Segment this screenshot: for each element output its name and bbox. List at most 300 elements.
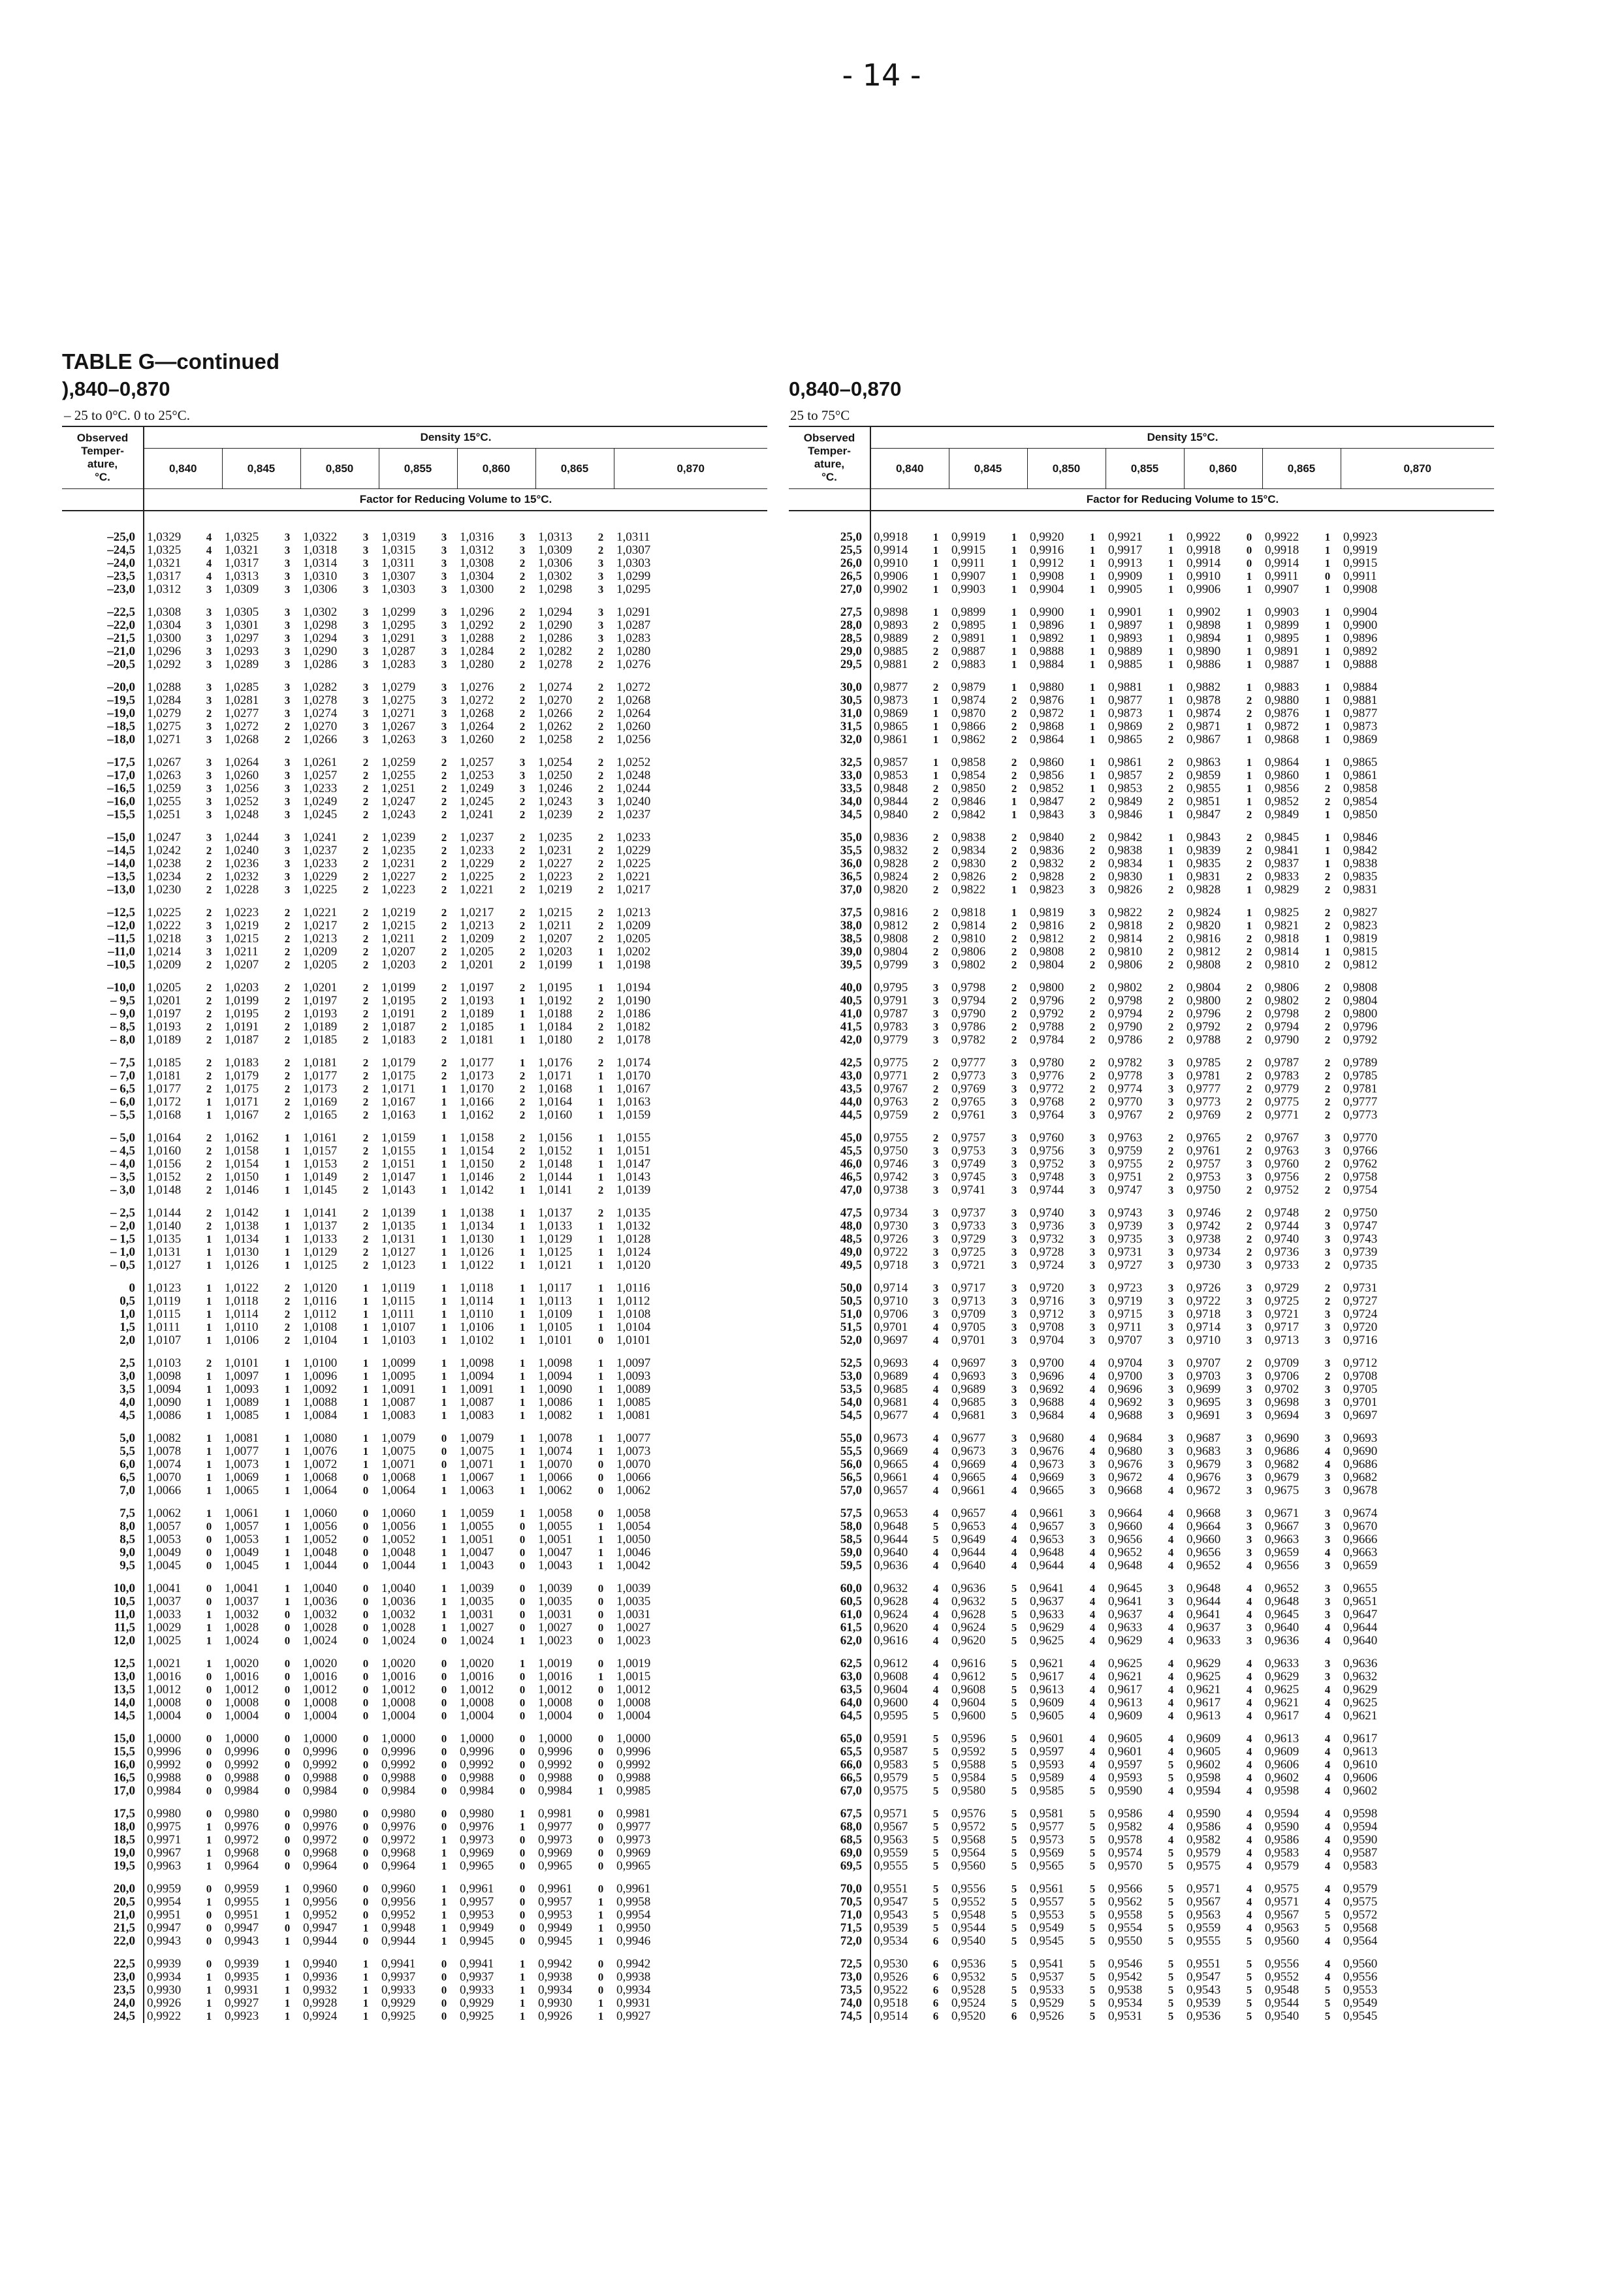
factor-value-cell: 1,0235 xyxy=(538,831,573,844)
difference-cell: 3 xyxy=(1089,1132,1096,1144)
difference-cell: 1 xyxy=(1324,733,1331,746)
difference-cell: 1 xyxy=(1246,658,1252,671)
factor-value-cell: 0,9898 xyxy=(874,605,908,619)
factor-value-cell: 1,0173 xyxy=(460,1069,494,1083)
factor-value-cell: 0,9555 xyxy=(874,1859,908,1873)
difference-cell: 3 xyxy=(362,570,369,582)
difference-cell: 2 xyxy=(1168,981,1174,994)
factor-value-cell: 0,9930 xyxy=(538,1996,573,2010)
factor-value-cell: 0,9653 xyxy=(1030,1533,1064,1546)
factor-value-cell: 0,9709 xyxy=(1265,1356,1299,1370)
difference-cell: 1 xyxy=(362,1370,369,1382)
factor-value-cell: 1,0197 xyxy=(303,994,338,1008)
factor-value-cell: 0,9637 xyxy=(1108,1608,1143,1621)
factor-value-cell: 1,0100 xyxy=(303,1356,338,1370)
table-row xyxy=(62,1295,767,1308)
table-row xyxy=(789,1834,1494,1847)
difference-cell: 2 xyxy=(932,857,939,870)
temperature-cell: 63,0 xyxy=(789,1670,870,1683)
difference-cell: 2 xyxy=(362,1083,369,1095)
table-row xyxy=(62,632,767,645)
factor-value-cell: 0,9808 xyxy=(874,932,908,946)
factor-value-cell: 1,0281 xyxy=(225,693,259,707)
difference-cell: 1 xyxy=(519,1396,526,1409)
factor-value-cell: 0,9696 xyxy=(1030,1369,1064,1383)
factor-value-cell: 1,0256 xyxy=(225,782,259,795)
factor-value-cell: 0,9753 xyxy=(951,1144,986,1158)
factor-value-cell: 0,9624 xyxy=(874,1608,908,1621)
temperature-cell: 49,0 xyxy=(789,1246,870,1259)
difference-cell: 0 xyxy=(362,1785,369,1797)
factor-value-cell: 0,9661 xyxy=(1030,1506,1064,1520)
factor-value-cell: 1,0068 xyxy=(303,1471,338,1484)
factor-value-cell: 1,0012 xyxy=(303,1683,338,1697)
difference-cell: 2 xyxy=(206,884,212,896)
temperature-cell: 10,0 xyxy=(62,1572,144,1595)
difference-cell: 3 xyxy=(1089,884,1096,896)
factor-value-cell: 1,0135 xyxy=(616,1206,651,1220)
temperature-cell: 31,5 xyxy=(789,720,870,733)
difference-cell: 5 xyxy=(1089,1821,1096,1833)
factor-value-cell: 0,9956 xyxy=(303,1895,338,1909)
factor-value-cell: 0,9889 xyxy=(1108,645,1143,658)
difference-cell: 1 xyxy=(206,1471,212,1484)
factor-value-cell: 0,9877 xyxy=(1108,693,1143,707)
factor-value-cell: 0,9729 xyxy=(1265,1281,1299,1295)
difference-cell: 4 xyxy=(1324,1759,1331,1771)
difference-cell: 0 xyxy=(597,1458,604,1471)
difference-cell: 2 xyxy=(1246,981,1252,994)
factor-value-cell: 0,9736 xyxy=(1265,1245,1299,1259)
difference-cell: 2 xyxy=(284,995,291,1007)
difference-cell: 0 xyxy=(362,1507,369,1520)
factor-value-cell: 1,0313 xyxy=(225,569,259,583)
difference-cell: 1 xyxy=(932,544,939,556)
difference-cell: 1 xyxy=(519,1184,526,1196)
table-row xyxy=(789,870,1494,884)
difference-cell: 4 xyxy=(1324,1697,1331,1709)
difference-cell: 5 xyxy=(1011,1670,1017,1683)
difference-cell: 2 xyxy=(1246,1057,1252,1069)
difference-cell: 4 xyxy=(1011,1546,1017,1559)
difference-cell: 1 xyxy=(1089,619,1096,631)
difference-cell: 2 xyxy=(1011,870,1017,883)
factor-value-cell: 0,9575 xyxy=(874,1784,908,1798)
difference-cell: 3 xyxy=(1089,1207,1096,1219)
difference-cell: 2 xyxy=(441,995,447,1007)
factor-value-cell: 0,9760 xyxy=(1265,1157,1299,1171)
difference-cell: 3 xyxy=(597,583,604,596)
difference-cell: 2 xyxy=(519,795,526,808)
difference-cell: 3 xyxy=(1246,1259,1252,1271)
factor-value-cell: 0,9878 xyxy=(1186,693,1221,707)
factor-value-cell: 0,9843 xyxy=(1186,831,1221,844)
factor-value-cell: 0,9636 xyxy=(1343,1657,1378,1670)
table-row xyxy=(789,1396,1494,1409)
factor-value-cell: 0,9652 xyxy=(1265,1582,1299,1595)
factor-value-cell: 0,9996 xyxy=(147,1745,182,1759)
factor-value-cell: 0,9812 xyxy=(1343,958,1378,972)
difference-cell: 1 xyxy=(1324,932,1331,945)
difference-cell: 2 xyxy=(284,720,291,733)
factor-value-cell: 0,9572 xyxy=(951,1820,986,1834)
difference-cell: 1 xyxy=(441,1321,447,1333)
difference-cell: 2 xyxy=(519,720,526,733)
factor-value-cell: 1,0272 xyxy=(460,693,494,707)
factor-value-cell: 1,0154 xyxy=(225,1157,259,1171)
factor-value-cell: 1,0021 xyxy=(147,1657,182,1670)
difference-cell: 2 xyxy=(284,1057,291,1069)
factor-value-cell: 0,9644 xyxy=(1186,1595,1221,1608)
temperature-cell: –14,5 xyxy=(62,844,144,857)
difference-cell: 2 xyxy=(597,1057,604,1069)
factor-value-cell: 1,0290 xyxy=(303,645,338,658)
difference-cell: 2 xyxy=(597,733,604,746)
difference-cell: 0 xyxy=(284,1808,291,1820)
factor-value-cell: 0,9762 xyxy=(1343,1157,1378,1171)
difference-cell: 3 xyxy=(1246,1484,1252,1497)
table-row xyxy=(789,1559,1494,1572)
difference-cell: 1 xyxy=(597,1546,604,1559)
factor-value-cell: 1,0195 xyxy=(538,981,573,995)
difference-cell: 3 xyxy=(1324,1520,1331,1533)
factor-value-cell: 0,9847 xyxy=(1030,795,1064,808)
factor-value-cell: 1,0266 xyxy=(303,733,338,746)
temperature-cell: 33,0 xyxy=(789,769,870,782)
temperature-cell: 52,5 xyxy=(789,1347,870,1370)
difference-cell: 3 xyxy=(284,645,291,658)
temperature-cell: 46,5 xyxy=(789,1171,870,1184)
temperature-cell: 3,0 xyxy=(62,1370,144,1383)
factor-value-cell: 0,9935 xyxy=(225,1970,259,1984)
difference-cell: 2 xyxy=(519,946,526,958)
factor-value-cell: 0,9636 xyxy=(951,1582,986,1595)
difference-cell: 0 xyxy=(362,1520,369,1533)
factor-value-cell: 0,9858 xyxy=(1343,782,1378,795)
temperature-cell: 61,0 xyxy=(789,1608,870,1621)
factor-value-cell: 0,9756 xyxy=(1265,1170,1299,1184)
factor-value-cell: 1,0143 xyxy=(381,1183,416,1197)
factor-value-cell: 1,0097 xyxy=(616,1356,651,1370)
factor-value-cell: 0,9532 xyxy=(951,1970,986,1984)
difference-cell: 2 xyxy=(1324,782,1331,795)
difference-cell: 0 xyxy=(519,1559,526,1572)
difference-cell: 3 xyxy=(1246,1409,1252,1422)
difference-cell: 2 xyxy=(362,1233,369,1245)
factor-value-cell: 0,9678 xyxy=(1343,1484,1378,1497)
difference-cell: 2 xyxy=(932,795,939,808)
difference-cell: 3 xyxy=(1324,1507,1331,1520)
difference-cell: 2 xyxy=(206,1132,212,1144)
difference-cell: 1 xyxy=(206,1657,212,1670)
factor-value-cell: 1,0035 xyxy=(460,1595,494,1608)
factor-value-cell: 0,9818 xyxy=(1265,932,1299,946)
factor-value-cell: 0,9977 xyxy=(538,1820,573,1834)
factor-value-cell: 0,9551 xyxy=(1186,1957,1221,1971)
factor-value-cell: 1,0189 xyxy=(460,1007,494,1021)
factor-value-cell: 1,0167 xyxy=(225,1108,259,1122)
factor-value-cell: 1,0106 xyxy=(460,1320,494,1334)
table-row xyxy=(62,1821,767,1834)
difference-cell: 1 xyxy=(1011,531,1017,543)
factor-value-cell: 0,9953 xyxy=(460,1908,494,1922)
factor-value-cell: 0,9682 xyxy=(1265,1458,1299,1471)
factor-value-cell: 0,9760 xyxy=(1030,1131,1064,1145)
factor-value-cell: 0,9779 xyxy=(1265,1082,1299,1096)
factor-value-cell: 0,9545 xyxy=(1343,2009,1378,2023)
difference-cell: 1 xyxy=(1089,769,1096,782)
difference-cell: 5 xyxy=(1168,1958,1174,1970)
factor-value-cell: 1,0083 xyxy=(381,1409,416,1422)
factor-value-cell: 0,9929 xyxy=(381,1996,416,2010)
difference-cell: 3 xyxy=(1324,1657,1331,1670)
difference-cell: 1 xyxy=(1011,681,1017,693)
difference-cell: 3 xyxy=(1168,1370,1174,1382)
difference-cell: 3 xyxy=(362,619,369,631)
difference-cell: 4 xyxy=(1324,1785,1331,1797)
difference-cell: 4 xyxy=(206,531,212,543)
factor-value-cell: 0,9739 xyxy=(1343,1245,1378,1259)
difference-cell: 3 xyxy=(1246,1295,1252,1307)
table-row xyxy=(789,897,1494,919)
factor-value-cell: 1,0278 xyxy=(303,693,338,707)
factor-value-cell: 0,9819 xyxy=(1343,932,1378,946)
factor-value-cell: 0,9546 xyxy=(1108,1957,1143,1971)
difference-cell: 4 xyxy=(1168,1471,1174,1484)
factor-value-cell: 0,9848 xyxy=(874,782,908,795)
factor-value-cell: 0,9720 xyxy=(1343,1320,1378,1334)
difference-cell: 2 xyxy=(1246,808,1252,821)
factor-value-cell: 1,0223 xyxy=(225,906,259,919)
difference-cell: 0 xyxy=(206,1732,212,1745)
difference-cell: 1 xyxy=(284,1595,291,1608)
factor-value-cell: 1,0045 xyxy=(225,1559,259,1572)
factor-value-cell: 0,9776 xyxy=(1030,1069,1064,1083)
factor-value-cell: 0,9717 xyxy=(951,1281,986,1295)
factor-value-cell: 1,0237 xyxy=(303,844,338,857)
factor-value-cell: 1,0101 xyxy=(538,1333,573,1347)
factor-value-cell: 1,0039 xyxy=(616,1582,651,1595)
left-density-table xyxy=(62,426,767,2023)
difference-cell: 0 xyxy=(597,1834,604,1846)
factor-value-cell: 1,0119 xyxy=(381,1281,415,1295)
factor-value-cell: 0,9824 xyxy=(874,870,908,884)
factor-value-cell: 1,0044 xyxy=(381,1559,416,1572)
difference-cell: 1 xyxy=(519,1008,526,1020)
factor-value-cell: 1,0303 xyxy=(616,556,651,570)
difference-cell: 2 xyxy=(284,1308,291,1320)
factor-value-cell: 0,9847 xyxy=(1186,808,1221,821)
factor-value-cell: 1,0305 xyxy=(225,605,259,619)
temperature-cell: 58,0 xyxy=(789,1520,870,1533)
factor-value-cell: 0,9637 xyxy=(1030,1595,1064,1608)
factor-value-cell: 1,0114 xyxy=(225,1307,259,1321)
table-row xyxy=(789,1683,1494,1697)
factor-value-cell: 0,9740 xyxy=(1030,1206,1064,1220)
table-row xyxy=(789,782,1494,795)
difference-cell: 2 xyxy=(362,782,369,795)
table-row xyxy=(789,769,1494,782)
factor-value-cell: 1,0063 xyxy=(460,1484,494,1497)
difference-cell: 1 xyxy=(441,1909,447,1921)
table-row xyxy=(789,1383,1494,1396)
factor-value-cell: 1,0116 xyxy=(616,1281,650,1295)
temperature-cell: –12,0 xyxy=(62,919,144,932)
factor-value-cell: 1,0245 xyxy=(460,795,494,808)
factor-value-cell: 1,0243 xyxy=(538,795,573,808)
factor-value-cell: 1,0179 xyxy=(381,1056,416,1070)
temperature-cell: 60,0 xyxy=(789,1572,870,1595)
difference-cell: 4 xyxy=(1089,1710,1096,1722)
difference-cell: 3 xyxy=(597,632,604,645)
difference-cell: 4 xyxy=(932,1559,939,1572)
difference-cell: 1 xyxy=(1324,720,1331,733)
difference-cell: 2 xyxy=(362,844,369,857)
temperature-cell: 18,5 xyxy=(62,1834,144,1847)
difference-cell: 0 xyxy=(284,1821,291,1833)
difference-cell: 2 xyxy=(932,808,939,821)
difference-cell: 3 xyxy=(1011,1357,1017,1369)
factor-value-cell: 0,9741 xyxy=(951,1183,986,1197)
factor-value-cell: 0,9691 xyxy=(1186,1409,1221,1422)
factor-value-cell: 1,0118 xyxy=(460,1281,494,1295)
factor-value-cell: 0,9896 xyxy=(1030,618,1064,632)
factor-value-cell: 0,9573 xyxy=(1030,1833,1064,1847)
factor-value-cell: 0,9996 xyxy=(460,1745,494,1759)
difference-cell: 4 xyxy=(932,1445,939,1458)
table-row xyxy=(62,596,767,619)
difference-cell: 3 xyxy=(1168,1259,1174,1271)
temperature-cell: 19,5 xyxy=(62,1860,144,1873)
factor-value-cell: 1,0127 xyxy=(381,1245,416,1259)
table-row xyxy=(62,946,767,959)
factor-value-cell: 0,9859 xyxy=(1186,769,1221,782)
table-row xyxy=(62,1873,767,1896)
table-row xyxy=(62,857,767,870)
factor-value-cell: 0,9640 xyxy=(1343,1634,1378,1648)
factor-value-cell: 1,0318 xyxy=(303,543,338,557)
table-row xyxy=(62,1723,767,1745)
factor-value-cell: 0,9870 xyxy=(951,707,986,720)
difference-cell: 3 xyxy=(441,544,447,556)
difference-cell: 1 xyxy=(284,1171,291,1183)
factor-value-cell: 1,0309 xyxy=(225,582,259,596)
temperature-cell: 65,5 xyxy=(789,1745,870,1759)
difference-cell: 1 xyxy=(1324,946,1331,958)
difference-cell: 3 xyxy=(206,658,212,671)
difference-cell: 2 xyxy=(519,959,526,971)
factor-value-cell: 0,9942 xyxy=(538,1957,573,1971)
factor-value-cell: 1,0268 xyxy=(225,733,259,746)
factor-value-cell: 1,0064 xyxy=(303,1484,338,1497)
factor-value-cell: 0,9769 xyxy=(1186,1108,1221,1122)
factor-value-cell: 0,9577 xyxy=(1030,1820,1064,1834)
temperature-cell: –13,5 xyxy=(62,870,144,884)
difference-cell: 1 xyxy=(597,1145,604,1157)
table-row xyxy=(62,897,767,919)
factor-value-cell: 1,0178 xyxy=(616,1033,651,1047)
factor-value-cell: 1,0297 xyxy=(225,631,259,645)
difference-cell: 1 xyxy=(519,1295,526,1307)
temperature-cell: 6,5 xyxy=(62,1471,144,1484)
factor-value-cell: 1,0309 xyxy=(538,543,573,557)
factor-value-cell: 0,9597 xyxy=(1030,1745,1064,1759)
factor-value-cell: 1,0286 xyxy=(303,658,338,671)
factor-value-cell: 0,9822 xyxy=(951,883,986,897)
temperature-cell: 17,5 xyxy=(62,1798,144,1821)
difference-cell: 3 xyxy=(932,1233,939,1245)
factor-value-cell: 0,9877 xyxy=(1343,707,1378,720)
difference-cell: 5 xyxy=(1011,1821,1017,1833)
difference-cell: 4 xyxy=(1168,1834,1174,1846)
temperature-cell: 29,5 xyxy=(789,658,870,671)
temperature-cell: 74,5 xyxy=(789,2010,870,2023)
table-row xyxy=(62,694,767,707)
difference-cell: 2 xyxy=(597,844,604,857)
temperature-cell: 44,0 xyxy=(789,1096,870,1109)
factor-value-cell: 1,0043 xyxy=(460,1559,494,1572)
difference-cell: 3 xyxy=(1011,1295,1017,1307)
difference-cell: 4 xyxy=(1324,1821,1331,1833)
difference-cell: 3 xyxy=(1324,1357,1331,1369)
difference-cell: 2 xyxy=(1168,906,1174,919)
difference-cell: 3 xyxy=(1168,1321,1174,1333)
factor-value-cell: 0,9657 xyxy=(951,1506,986,1520)
factor-value-cell: 1,0197 xyxy=(460,981,494,995)
temperature-cell: 56,0 xyxy=(789,1458,870,1471)
difference-cell: 3 xyxy=(1246,1158,1252,1170)
difference-cell: 2 xyxy=(1011,782,1017,795)
difference-cell: 3 xyxy=(1246,1432,1252,1444)
factor-value-cell: 0,9770 xyxy=(1108,1095,1143,1109)
difference-cell: 4 xyxy=(1324,1847,1331,1859)
factor-value-cell: 0,9670 xyxy=(1343,1520,1378,1533)
difference-cell: 2 xyxy=(1246,1070,1252,1082)
difference-cell: 1 xyxy=(932,557,939,569)
difference-cell: 3 xyxy=(284,583,291,596)
factor-value-cell: 1,0302 xyxy=(303,605,338,619)
temperature-cell: 14,5 xyxy=(62,1710,144,1723)
difference-cell: 2 xyxy=(1246,1233,1252,1245)
difference-cell: 3 xyxy=(1011,1132,1017,1144)
factor-value-cell: 0,9680 xyxy=(1030,1431,1064,1445)
difference-cell: 2 xyxy=(362,808,369,821)
table-row xyxy=(789,531,1494,544)
density-column-header: 0,850 xyxy=(300,449,379,489)
factor-value-cell: 1,0171 xyxy=(381,1082,416,1096)
difference-cell: 2 xyxy=(441,959,447,971)
difference-cell: 3 xyxy=(206,756,212,769)
difference-cell: 1 xyxy=(519,1334,526,1346)
table-row xyxy=(789,1445,1494,1458)
factor-value-cell: 0,9761 xyxy=(951,1108,986,1122)
factor-value-cell: 1,0174 xyxy=(616,1056,651,1070)
temperature-cell: 36,0 xyxy=(789,857,870,870)
factor-value-cell: 0,9747 xyxy=(1108,1183,1143,1197)
difference-cell: 2 xyxy=(1324,870,1331,883)
difference-cell: 0 xyxy=(441,1745,447,1758)
table-row xyxy=(62,544,767,557)
difference-cell: 1 xyxy=(932,769,939,782)
factor-value-cell: 1,0185 xyxy=(460,1020,494,1034)
factor-value-cell: 0,9804 xyxy=(1343,994,1378,1008)
factor-value-cell: 0,9531 xyxy=(1108,2009,1143,2023)
temperature-cell: 5,0 xyxy=(62,1422,144,1445)
difference-cell: 1 xyxy=(1324,857,1331,870)
difference-cell: 4 xyxy=(1089,1608,1096,1621)
factor-value-cell: 0,9730 xyxy=(1186,1258,1221,1272)
difference-cell: 2 xyxy=(206,1184,212,1196)
